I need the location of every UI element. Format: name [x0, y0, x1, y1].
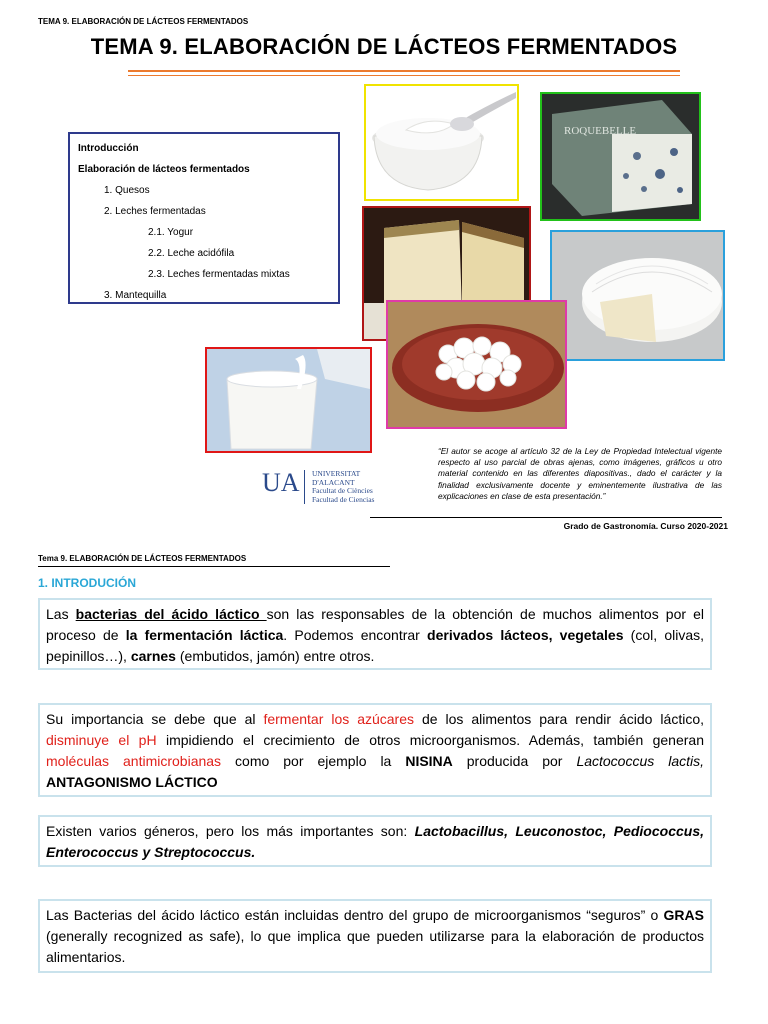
- title-underline: [128, 70, 680, 72]
- header-rule: [38, 566, 390, 567]
- footer-rule: [370, 517, 722, 518]
- toc-item: Introducción: [78, 143, 139, 154]
- text: (col, olivas, pepinillos…),: [46, 627, 704, 664]
- milk-glass-photo: [205, 347, 372, 453]
- text-box-importance: [38, 703, 712, 797]
- text: NISINA: [405, 753, 453, 769]
- logo-line: Facultat de Ciències: [312, 486, 373, 495]
- text: GRAS: [663, 907, 704, 923]
- text: fermentar los azúcares: [263, 711, 415, 727]
- yogurt-photo: [364, 84, 519, 201]
- logo-line: Facultad de Ciencias: [312, 494, 375, 504]
- camembert-photo: [550, 230, 725, 361]
- text: Lactococcus lactis,: [576, 753, 705, 769]
- page-title: TEMA 9. ELABORACIÓN DE LÁCTEOS FERMENTADOS: [90, 34, 678, 59]
- text: bacterias del ácido láctico: [75, 606, 267, 622]
- text: (embutidos, jamón) entre otros.: [175, 648, 375, 664]
- text: de los alimentos para rendir ácido láctico,: [414, 711, 705, 727]
- text: Existen varios géneros, pero los más importantes son:: [46, 823, 415, 839]
- text: como por ejemplo la: [221, 753, 406, 769]
- text: carnes: [130, 648, 176, 664]
- toc-item: 2.3. Leches fermentadas mixtas: [148, 269, 290, 280]
- ua-letters: UA: [262, 468, 300, 497]
- toc-item: 2. Leches fermentadas: [104, 206, 206, 217]
- table-of-contents: [68, 132, 340, 304]
- toc-item: 2.1. Yogur: [148, 227, 194, 238]
- kefir-grains-photo: [386, 300, 567, 429]
- cheese-label: ROQUEBELLE: [564, 125, 637, 137]
- text: Las Bacterias del ácido láctico están incluidas dentro del grupo de microorganismos “seguros” o: [46, 907, 664, 923]
- text: la fermentación láctica: [125, 627, 284, 643]
- text: Las: [46, 606, 76, 622]
- logo-line: UNIVERSITAT D'ALACANT: [312, 469, 361, 487]
- toc-item: 1. Quesos: [104, 185, 150, 196]
- logo-divider: [304, 470, 305, 504]
- text: derivados lácteos, vegetales: [427, 627, 624, 643]
- text-box-intro: [38, 598, 712, 670]
- section-title: 1. INTRODUCIÓN: [38, 576, 137, 590]
- text: producida por: [452, 753, 577, 769]
- small-header: TEMA 9. ELABORACIÓN DE LÁCTEOS FERMENTADOS: [38, 17, 249, 26]
- title-underline-2: [128, 75, 680, 76]
- text: moléculas antimicrobianas: [46, 753, 222, 769]
- footer-course: Grado de Gastronomía. Curso 2020-2021: [563, 521, 728, 531]
- toc-item: 2.2. Leche acidófila: [148, 248, 235, 259]
- toc-item: Elaboración de lácteos fermentados: [78, 164, 250, 175]
- text: Lactobacillus, Leuconostoc, Pediococcus, Enterococcus y Streptococcus.: [46, 823, 704, 860]
- text: ANTAGONISMO LÁCTICO: [46, 774, 218, 790]
- text-box-genera: [38, 815, 712, 867]
- text: . Podemos encontrar: [283, 627, 428, 643]
- copyright-quote: “El autor se acoge al artículo 32 de la Ley de Propiedad Intelectual vigente respecto al uso parcial de obras ajenas, como imágenes, gráficos u otro material contenido en las diferentes diapositivas., dado el carácter y la finalidad exclusivamente docente y eminentemente ilustrativa de las explicaciones en clase de esta presentación.”: [438, 446, 722, 501]
- page2-header: Tema 9. ELABORACIÓN DE LÁCTEOS FERMENTADOS: [38, 554, 247, 563]
- text: (generally recognized as safe), lo que implica que pueden utilizarse para la elaboración de productos alimentarios.: [46, 928, 704, 965]
- text: disminuye el pH: [46, 732, 157, 748]
- text-box-gras: [38, 899, 712, 973]
- university-logo: [262, 468, 402, 504]
- text: son las responsables de la obtención de muchos alimentos por el proceso de: [46, 606, 704, 643]
- text: Su importancia se debe que al: [46, 711, 264, 727]
- text: impidiendo el crecimiento de otros microorganismos. Además, también generan: [156, 732, 704, 748]
- toc-item: 3. Mantequilla: [104, 290, 167, 301]
- roquefort-cheese-photo: [540, 92, 701, 221]
